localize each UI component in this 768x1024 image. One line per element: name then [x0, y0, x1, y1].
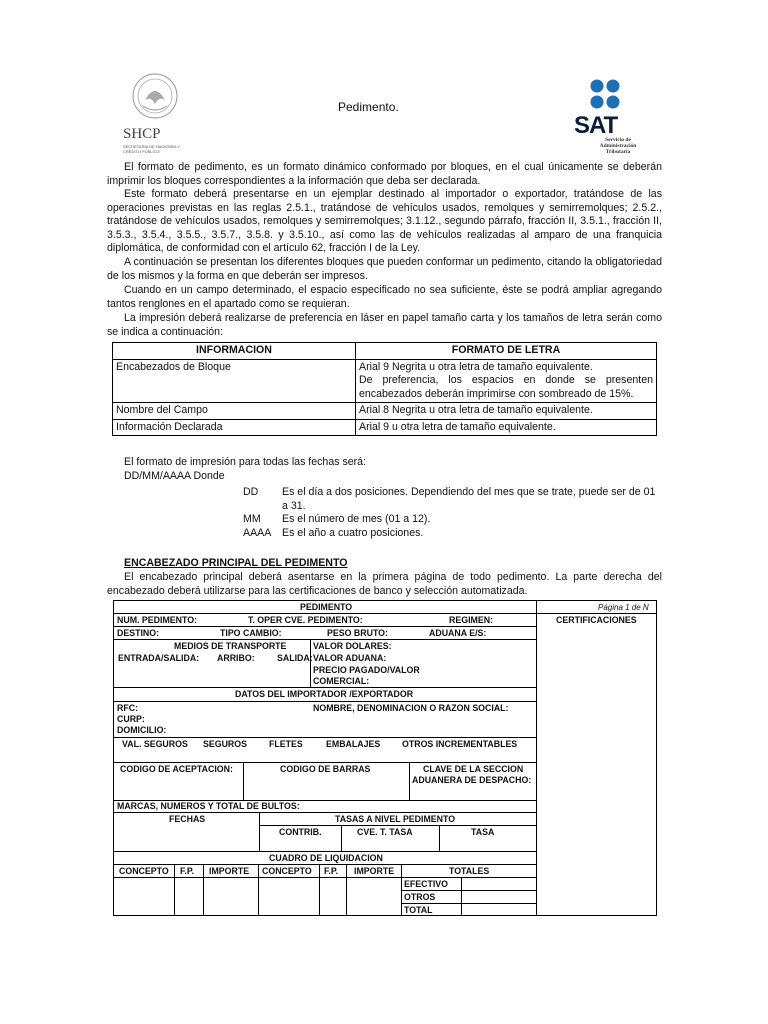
format-note: De preferencia, los espacios en donde se presenten encabezados deberán imprimirse con sombreado de 15%.	[359, 374, 653, 400]
label-tasas: TASAS A NIVEL PEDIMENTO	[335, 814, 456, 824]
dates-intro: El formato de impresión para todas las fechas será:	[124, 456, 367, 468]
label-valor-aduana: VALOR ADUANA:	[313, 653, 387, 663]
date-key-mm: MM	[243, 513, 261, 525]
table-row	[113, 359, 657, 403]
pedimento-form	[113, 600, 657, 916]
sat-logo-subtext: Servicio de Administración Tributaria	[599, 137, 637, 155]
form-title: PEDIMENTO	[300, 602, 353, 612]
label-datos-importador: DATOS DEL IMPORTADOR /EXPORTADOR	[235, 689, 414, 699]
label-fletes: FLETES	[269, 739, 303, 749]
paragraph-2: Este formato deberá presentarse en un ejemplar destinado al importador o exportador, tratándose de las operaciones previstas en las reglas 2.5.1., tratándose de vehículos usados, remolques y semirremolques; 2.5.2., tratándose de vehículos usados, remolques y semirremolques; 3.1.12., segundo párrafo, fracción II, 3.5.1., fracción II, 3.5.3., 3.5.4., 3.5.5., 3.5.7., 3.5.8. y 3.5.10., así como las de vehículos realizadas al amparo de una franquicia diplomática, de conformidad con el artículo 62, fracción I de la Ley.	[107, 188, 662, 255]
label-arribo: ARRIBO:	[217, 653, 255, 663]
label-otros-incrementables: OTROS INCREMENTABLES	[402, 739, 518, 749]
label-fechas: FECHAS	[169, 814, 206, 824]
label-clave-seccion: CLAVE DE LA SECCION	[423, 764, 524, 774]
label-tasa: TASA	[471, 827, 495, 837]
label-t-oper: T. OPER CVE. PEDIMENTO:	[248, 615, 363, 625]
table-cell	[356, 359, 657, 403]
sat-logo-text: SAT	[574, 112, 618, 139]
table-header: FORMATO DE LETRA	[356, 343, 657, 360]
label-nombre: NOMBRE, DENOMINACION O RAZON SOCIAL:	[313, 703, 509, 713]
col-concepto: CONCEPTO	[119, 866, 169, 876]
paragraph-1: El formato de pedimento, es un formato dinámico conformado por bloques, en el cual únicamente se deberán imprimir los bloques correspondientes a la información que deba ser declarada.	[107, 161, 662, 187]
section-heading: ENCABEZADO PRINCIPAL DEL PEDIMENTO	[124, 557, 348, 569]
table-cell: Arial 8 Negrita u otra letra de tamaño equivalente.	[356, 403, 657, 420]
label-aduanera-despacho: ADUANERA DE DESPACHO:	[412, 775, 532, 785]
shcp-logo-text: SHCP	[123, 126, 161, 142]
page-number: Página 1 de N	[598, 603, 649, 612]
table-header-row	[113, 343, 657, 360]
label-cve-tasa: CVE. T. TASA	[357, 827, 413, 837]
paragraph-5: La impresión deberá realizarse de preferencia en láser en papel tamaño carta y los tamaños de letra serán como se indica a continuación:	[107, 312, 662, 338]
label-contrib: CONTRIB.	[279, 827, 322, 837]
label-peso-bruto: PESO BRUTO:	[327, 628, 388, 638]
table-header: INFORMACION	[113, 343, 356, 360]
label-codigo-barras: CODIGO DE BARRAS	[280, 764, 371, 774]
date-key-dd: DD	[243, 486, 259, 498]
table-cell: Información Declarada	[113, 419, 356, 436]
paragraph-3: A continuación se presentan los diferentes bloques que pueden conformar un pedimento, citando la obligatoriedad de los mismos y la forma en que deberán ser impresos.	[107, 256, 662, 282]
col-totales: TOTALES	[449, 866, 490, 876]
label-tipo-cambio: TIPO CAMBIO:	[220, 628, 282, 638]
label-precio-pagado: PRECIO PAGADO/VALOR	[313, 665, 420, 675]
label-cuadro-liquidacion: CUADRO DE LIQUIDACION	[269, 853, 383, 863]
label-aduana: ADUANA E/S:	[429, 628, 487, 638]
date-desc-dd: Es el día a dos posiciones. Dependiendo del mes que se trate, puede ser de 01 a 31.	[282, 486, 656, 512]
label-entrada-salida: ENTRADA/SALIDA:	[118, 653, 200, 663]
label-regimen: REGIMEN:	[449, 615, 493, 625]
shcp-logo	[115, 70, 195, 160]
col-importe-2: IMPORTE	[354, 866, 395, 876]
table-cell: Arial 9 u otra letra de tamaño equivalente.	[356, 419, 657, 436]
label-codigo-aceptacion: CODIGO DE ACEPTACION:	[120, 764, 233, 774]
dates-pattern: DD/MM/AAAA Donde	[124, 470, 225, 482]
col-importe: IMPORTE	[209, 866, 250, 876]
date-key-aaaa: AAAA	[243, 527, 272, 539]
sat-logo	[560, 78, 655, 158]
label-medios-transporte: MEDIOS DE TRANSPORTE	[174, 641, 287, 651]
table-cell: Nombre del Campo	[113, 403, 356, 420]
col-fp: F.P.	[180, 866, 195, 876]
label-otros: OTROS	[404, 892, 436, 902]
label-total: TOTAL	[404, 905, 433, 915]
label-embalajes: EMBALAJES	[326, 739, 381, 749]
label-comercial: COMERCIAL:	[313, 676, 370, 686]
label-seguros: SEGUROS	[203, 739, 247, 749]
col-concepto-2: CONCEPTO	[262, 866, 312, 876]
section-paragraph: El encabezado principal deberá asentarse en la primera página de todo pedimento. La parte derecha del encabezado deberá utilizarse para las certificaciones de banco y selección automatizada.	[107, 571, 662, 597]
label-val-seguros: VAL. SEGUROS	[122, 739, 188, 749]
label-curp: CURP:	[117, 714, 145, 724]
date-desc-mm: Es el número de mes (01 a 12).	[282, 513, 431, 525]
label-rfc: RFC:	[117, 703, 139, 713]
label-domicilio: DOMICILIO:	[117, 725, 167, 735]
format-text: Arial 9 Negrita u otra letra de tamaño equivalente.	[359, 360, 593, 373]
label-efectivo: EFECTIVO	[404, 879, 448, 889]
label-marcas: MARCAS, NUMEROS Y TOTAL DE BULTOS:	[117, 801, 300, 811]
page-title: Pedimento.	[338, 100, 399, 114]
font-format-table	[112, 342, 657, 436]
label-destino: DESTINO:	[117, 628, 160, 638]
date-desc-aaaa: Es el año a cuatro posiciones.	[282, 527, 424, 539]
label-num-pedimento: NUM. PEDIMENTO:	[117, 615, 197, 625]
table-row	[113, 403, 657, 420]
shcp-logo-subtext: SECRETARÍA DE HACIENDA Y CRÉDITO PÚBLICO	[123, 144, 180, 154]
label-certificaciones: CERTIFICACIONES	[556, 615, 637, 625]
label-salida: SALIDA:	[277, 653, 313, 663]
table-cell: Encabezados de Bloque	[113, 359, 356, 403]
table-row	[113, 419, 657, 436]
col-fp-2: F.P.	[324, 866, 339, 876]
label-valor-dolares: VALOR DOLARES:	[313, 641, 392, 651]
paragraph-4: Cuando en un campo determinado, el espacio especificado no sea suficiente, éste se podrá ampliar agregando tantos renglones en el apartado como se requieran.	[107, 284, 662, 310]
